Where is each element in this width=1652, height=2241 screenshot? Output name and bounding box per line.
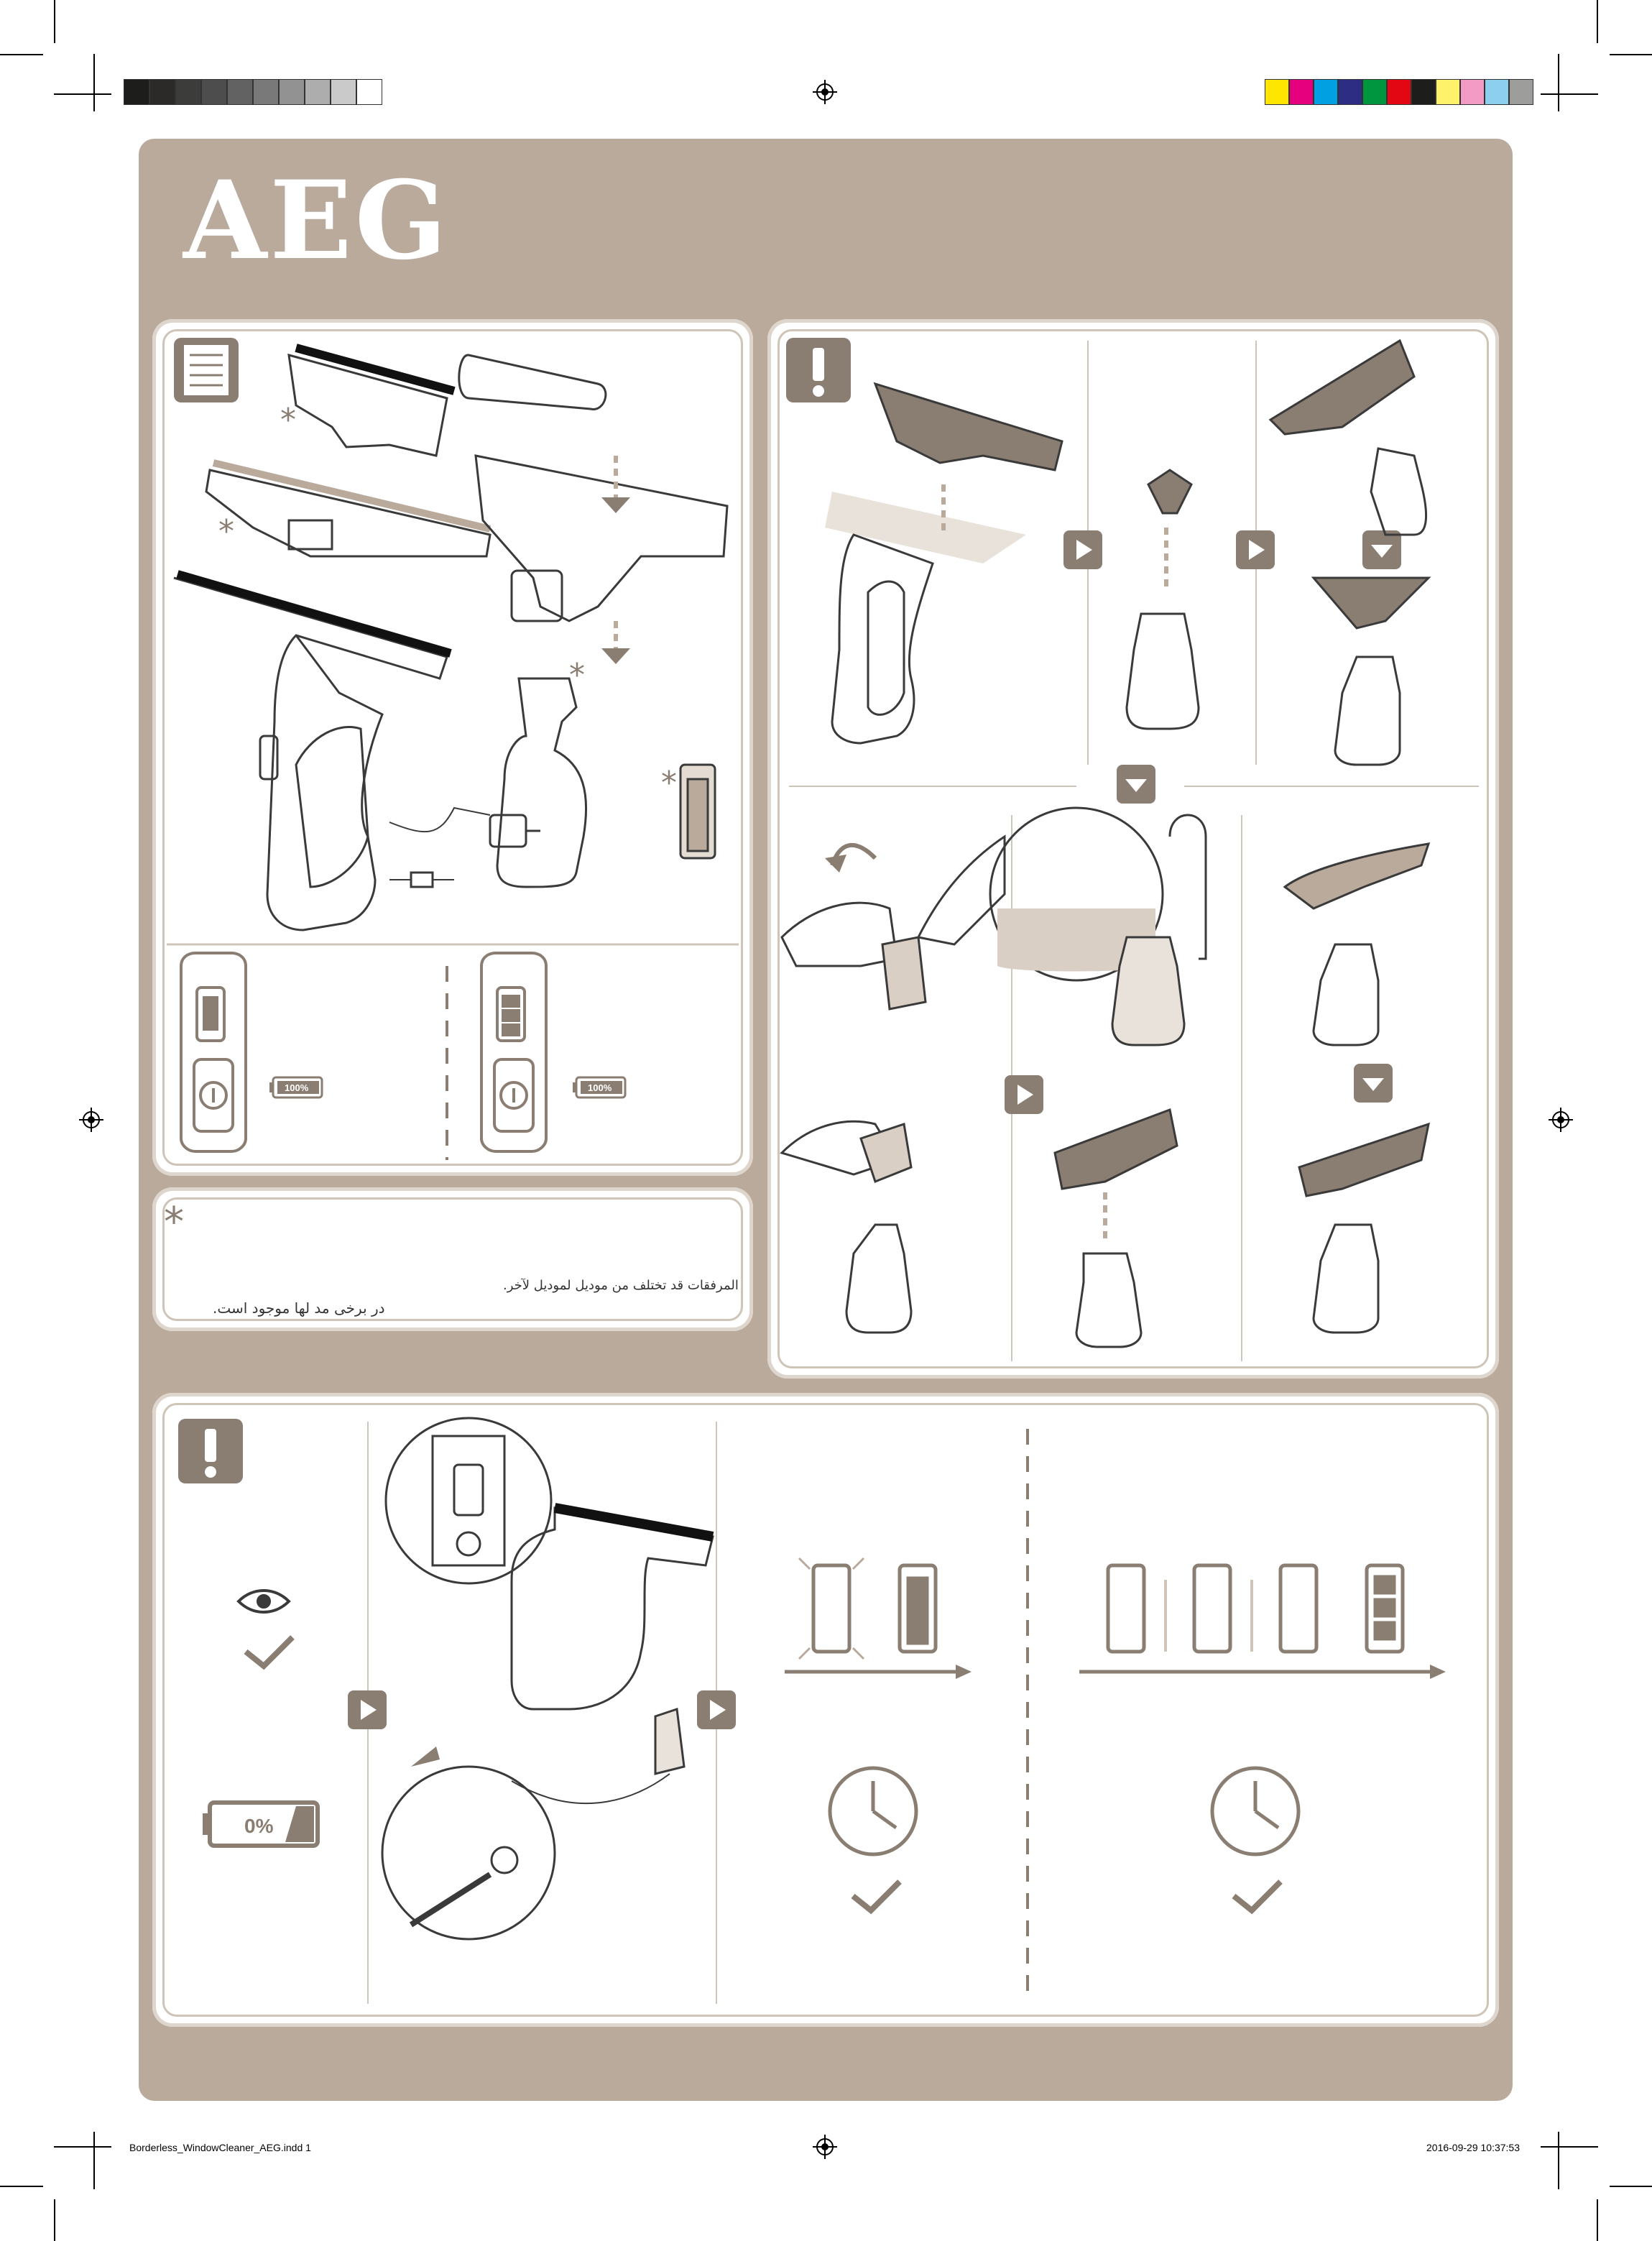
next-arrow-icon xyxy=(1236,530,1275,569)
svg-text:*: * xyxy=(280,402,296,438)
charging-illustration xyxy=(152,1393,1499,2027)
crop-mark xyxy=(1610,2186,1652,2187)
registration-mark-icon xyxy=(1549,1108,1573,1132)
color-swatch xyxy=(1387,79,1411,105)
color-swatch xyxy=(1411,79,1436,105)
gray-swatch xyxy=(175,79,201,105)
gray-swatch xyxy=(227,79,253,105)
color-swatch xyxy=(1338,79,1362,105)
exclamation-icon xyxy=(178,1419,243,1483)
color-swatch xyxy=(1485,79,1509,105)
clock-icon xyxy=(830,1768,916,1854)
color-swatch xyxy=(1460,79,1485,105)
crop-mark xyxy=(1558,54,1559,111)
note-persian-text: در برخی مد لها موجود است. xyxy=(213,1299,385,1317)
checkmark-icon xyxy=(1234,1882,1280,1910)
gray-swatch xyxy=(201,79,227,105)
down-arrow-icon xyxy=(1362,530,1401,569)
crop-mark xyxy=(1558,2132,1559,2189)
panel-contents xyxy=(152,319,753,1176)
color-swatch xyxy=(1509,79,1533,105)
color-swatch xyxy=(1362,79,1387,105)
next-arrow-icon xyxy=(348,1690,387,1729)
battery-label: 100% xyxy=(285,1082,309,1093)
crop-mark xyxy=(54,93,111,95)
color-swatch xyxy=(1436,79,1460,105)
gray-swatch xyxy=(253,79,279,105)
down-arrow-icon xyxy=(1117,765,1155,804)
color-swatch xyxy=(1314,79,1338,105)
clock-icon xyxy=(1212,1768,1298,1854)
crop-mark xyxy=(1610,54,1652,55)
down-arrow-icon xyxy=(1354,1064,1393,1103)
footer-timestamp: 2016-09-29 10:37:53 xyxy=(1426,2142,1520,2153)
checklist-icon xyxy=(174,338,239,402)
battery-full-icon xyxy=(573,1077,625,1098)
panel-filling-steps xyxy=(767,319,1499,1379)
battery-full-icon xyxy=(269,1077,322,1098)
crop-mark xyxy=(1597,0,1598,43)
filling-illustration xyxy=(767,319,1499,1379)
exclamation-icon xyxy=(786,338,851,402)
color-swatch xyxy=(1265,79,1289,105)
note-asterisk: * xyxy=(164,1199,184,1246)
crop-mark xyxy=(1541,2146,1598,2148)
crop-mark xyxy=(54,2146,111,2148)
battery-label: 100% xyxy=(588,1082,612,1093)
checkmark-icon xyxy=(853,1882,900,1910)
gray-swatch xyxy=(356,79,382,105)
registration-mark-icon xyxy=(813,2135,837,2159)
crop-mark xyxy=(1541,93,1598,95)
svg-text:*: * xyxy=(661,765,677,801)
next-arrow-icon xyxy=(1005,1075,1043,1114)
crop-mark xyxy=(1597,2199,1598,2241)
next-arrow-icon xyxy=(697,1690,736,1729)
registration-mark-icon xyxy=(79,1108,103,1132)
color-swatch xyxy=(1289,79,1314,105)
crop-mark xyxy=(0,54,43,55)
battery-empty-icon xyxy=(203,1803,318,1846)
eye-icon xyxy=(239,1591,289,1612)
contents-illustration xyxy=(152,319,753,1176)
svg-text:*: * xyxy=(569,657,585,694)
checkmark-icon xyxy=(246,1637,292,1666)
gray-swatch xyxy=(305,79,331,105)
note-arabic-text: المرفقات قد تختلف من موديل لموديل لآخر. xyxy=(503,1278,739,1293)
gray-swatch xyxy=(124,79,149,105)
crop-mark xyxy=(93,54,95,111)
battery-label: 0% xyxy=(244,1815,274,1837)
panel-charging xyxy=(152,1393,1499,2027)
next-arrow-icon xyxy=(1063,530,1102,569)
crop-mark xyxy=(54,2199,55,2241)
crop-mark xyxy=(54,0,55,43)
crop-mark xyxy=(93,2132,95,2189)
registration-mark-icon xyxy=(813,80,837,104)
gray-swatch xyxy=(149,79,175,105)
aeg-logo: AEG xyxy=(183,157,450,284)
footer-file-name: Borderless_WindowCleaner_AEG.indd 1 xyxy=(129,2142,311,2153)
svg-text:*: * xyxy=(218,513,234,550)
gray-swatch xyxy=(279,79,305,105)
crop-mark xyxy=(0,2186,43,2187)
gray-swatch xyxy=(331,79,356,105)
